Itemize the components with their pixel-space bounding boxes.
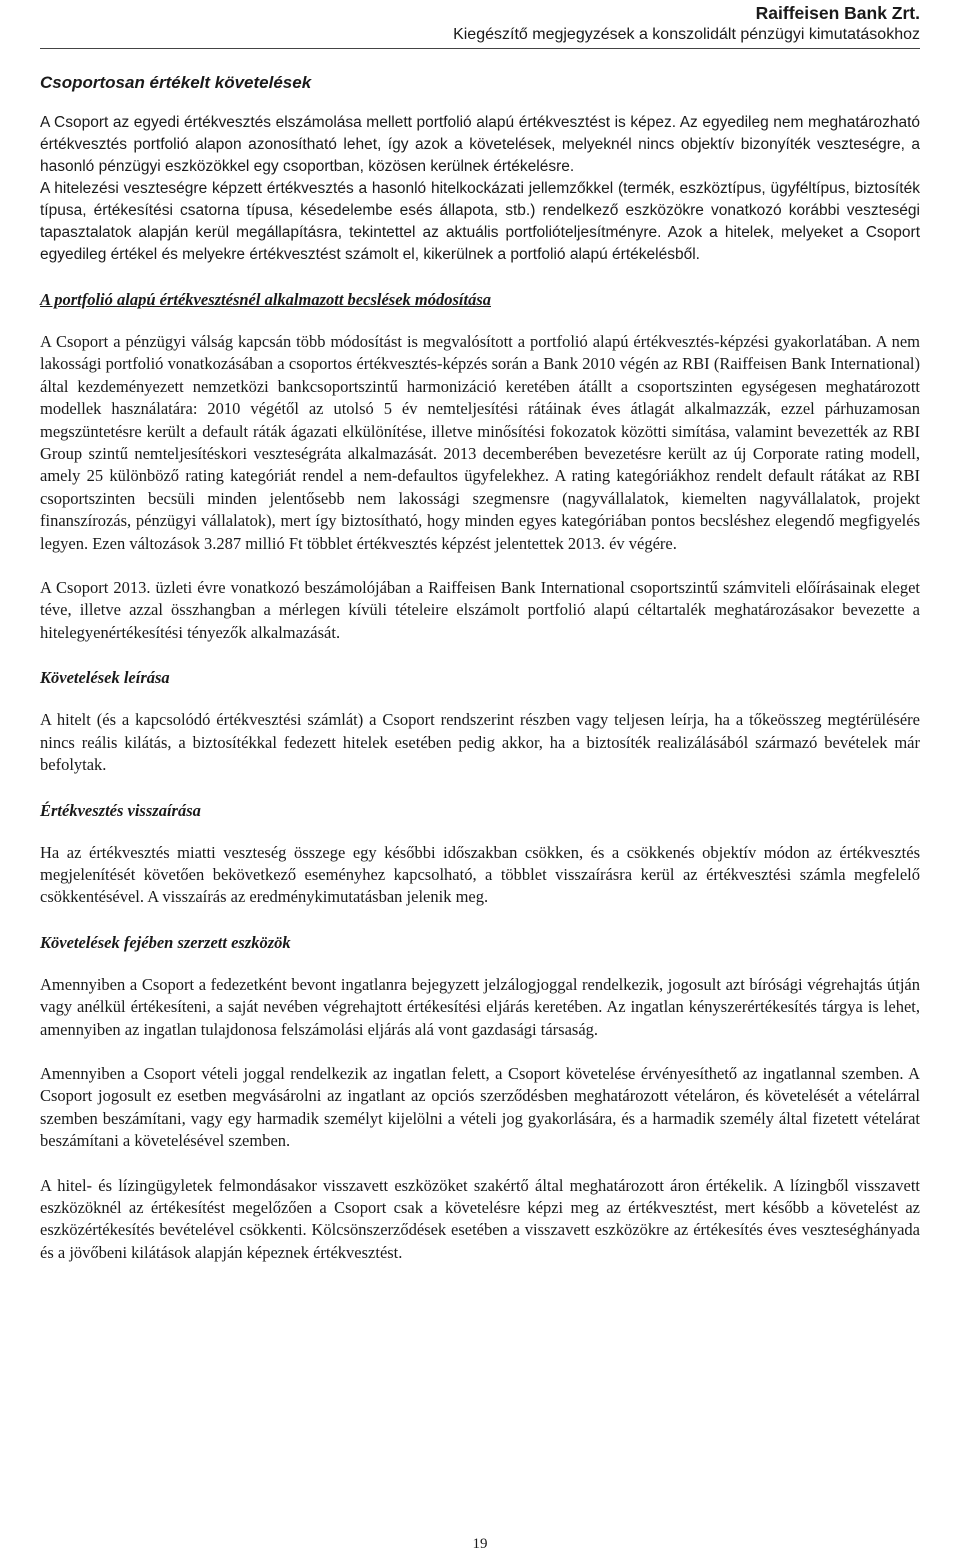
section-title: Csoportosan értékelt követelések [40,73,312,92]
heading-estimate-changes: A portfolió alapú értékvesztésnél alkalmazott becslések módosítása [40,290,491,309]
estimate-changes-paragraph-1: A Csoport a pénzügyi válság kapcsán több módosítást is megvalósított a portfolió alapú értékvesztés-képzési gyakorlatában. A nem lakossági portfolió vonatkozásában a csoportos értékvesztés-képzés során a Bank 2010 végén az RBI (Raiffeisen Bank International) által kezdeményezett nemzetközi bankcsoportszintű harmonizáció keretében átállt a csoportszinten egységesen meghatározott modellek használatára: 2010 végétől az utolsó 5 év nemteljesítési rátáinak éves átlagát alkalmazzák, ezzel párhuzamosan megszüntetésre került a default ráták ágazati elkülönítése, illetve minősítési fokozatok közötti simítása, valamint bevezették az RBI Group szintű nemteljesítéskori veszteségráta alkalmazását. 2013 decemberében bevezetésre került az új Corporate rating modell, amely 25 különböző rating kategóriát rendel a nem-defaultos ügyfelekhez. A rating kategóriákhoz rendelt default rátákat az RBI csoportszinten becsüli minden jelentősebb nem lakossági szegmensre (nagyvállalatok, kiemelten nagyvállalatok, projekt finanszírozás, pénzügyi vállalatok), mert így biztosítható, hogy minden egyes kategóriában pontos becsléshez elegendő megfigyelés legyen. Ezen változások 3.287 millió Ft többlet értékvesztés képzést jelentettek 2013. év végére. [40,332,920,553]
estimate-changes-paragraph-2: A Csoport 2013. üzleti évre vonatkozó beszámolójában a Raiffeisen Bank International csoportszintű számviteli előírásainak eleget téve, illetve azzal összhangban a mérlegen kívüli tételeire elszámolt portfolió alapú céltartalék meghatározásakor bevezette a hitelegyenértékesítési tényezők alkalmazását. [40,578,920,642]
intro-paragraph-2: A hitelezési veszteségre képzett értékvesztés a hasonló hitelkockázati jellemzőkkel (termék, eszköztípus, ügyféltípus, biztosíték típusa, értékesítési csatorna típusa, késedelembe esés állapota, stb.) rendelkező eszközökre vonatkozó korábbi veszteségi tapasztalatok alapján kerül megállapításra, tekintettel az aktuális portfolióteljesítményre. Azok a hitelek, melyeket a Csoport egyedileg értékel és melyekre értékvesztést számolt el, kikerülnek a portfolió alapú értékelésből. [40,180,920,263]
company-name: Raiffeisen Bank Zrt. [755,3,920,23]
header-divider [40,48,920,49]
repossessed-assets-paragraph-2: Amennyiben a Csoport vételi joggal rendelkezik az ingatlan felett, a Csoport követelése érvényesíthető az ingatlannal szemben. A Csoport jogosult ez esetben megvásárolni az ingatlant az opciós szerződésben meghatározott vételáron, és követelését a vételárral szemben beszámítani, vagy egy harmadik személyt kijelölni a vételi jog gyakorlására, és a harmadik személy által fizetett vételárat beszámítani a követelésével szemben. [40,1063,920,1151]
impairment-reversal-paragraph: Ha az értékvesztés miatti veszteség összege egy későbbi időszakban csökken, és a csökkenés objektív módon az értékvesztés megjelenítését követően bekövetkező eseményhez kapcsolható, a többlet visszaírásra kerül az értékvesztési számla megfelelő csökkentésével. A visszaírás az eredménykimutatásban jelenik meg. [40,842,920,907]
page-header [453,2,920,46]
page-number: 19 [472,1536,488,1552]
page-body [40,65,920,1264]
repossessed-assets-paragraph-1: Amennyiben a Csoport a fedezetként bevont ingatlanra bejegyzett jelzálogjoggal rendelkezik, jogosult azt bírósági végrehajtás útján vagy anélkül értékesíteni, a saját nevében végrehajtott értékesítési eljárás keretében. Az ingatlan kényszerértékesítés tárgya is lehet, amennyiben az ingatlan tulajdonosa felszámolási eljárás alá vont gazdasági társaság. [40,974,920,1039]
document-subtitle: Kiegészítő megjegyzések a konszolidált pénzügyi kimutatásokhoz [453,26,920,43]
write-off-paragraph: A hitelt (és a kapcsolódó értékvesztési számlát) a Csoport rendszerint részben vagy teljesen leírja, ha a tőkeösszeg megtérülésére nincs reális kilátás, a biztosítékkal fedezett hitelek esetében pedig akkor, ha a biztosíték realizálásából származó bevételek már befolytak. [40,710,920,775]
intro-paragraph-1: A Csoport az egyedi értékvesztés elszámolása mellett portfolió alapú értékvesztést is képez. Az egyedileg nem meghatározható értékvesztés portfolió alapon azonosítható lehet, így azok a követelések, melyeknél nincs objektív bizonyíték veszteségre, a hasonló pénzügyi eszközökkel egy csoportban, közösen kerülnek értékelésre. [40,114,920,175]
heading-impairment-reversal: Értékvesztés visszaírása [40,800,201,820]
heading-write-off: Követelések leírása [40,668,170,688]
heading-repossessed-assets: Követelések fejében szerzett eszközök [40,932,291,952]
repossessed-assets-paragraph-3: A hitel- és lízingügyletek felmondásakor visszavett eszközöket szakértő által meghatározott áron értékelik. A lízingből visszavett eszközöknél az értékesítést megelőzően a Csoport csak a követelésre képzi meg az értékvesztést, mert később a követelést az eszközértékesítés bevételével csökkenti. Kölcsönszerződések esetében a visszavett eszközökre az értékesítés éves veszteséghányada és a jövőbeni kilátások alapján képeznek értékvesztést. [40,1175,920,1262]
